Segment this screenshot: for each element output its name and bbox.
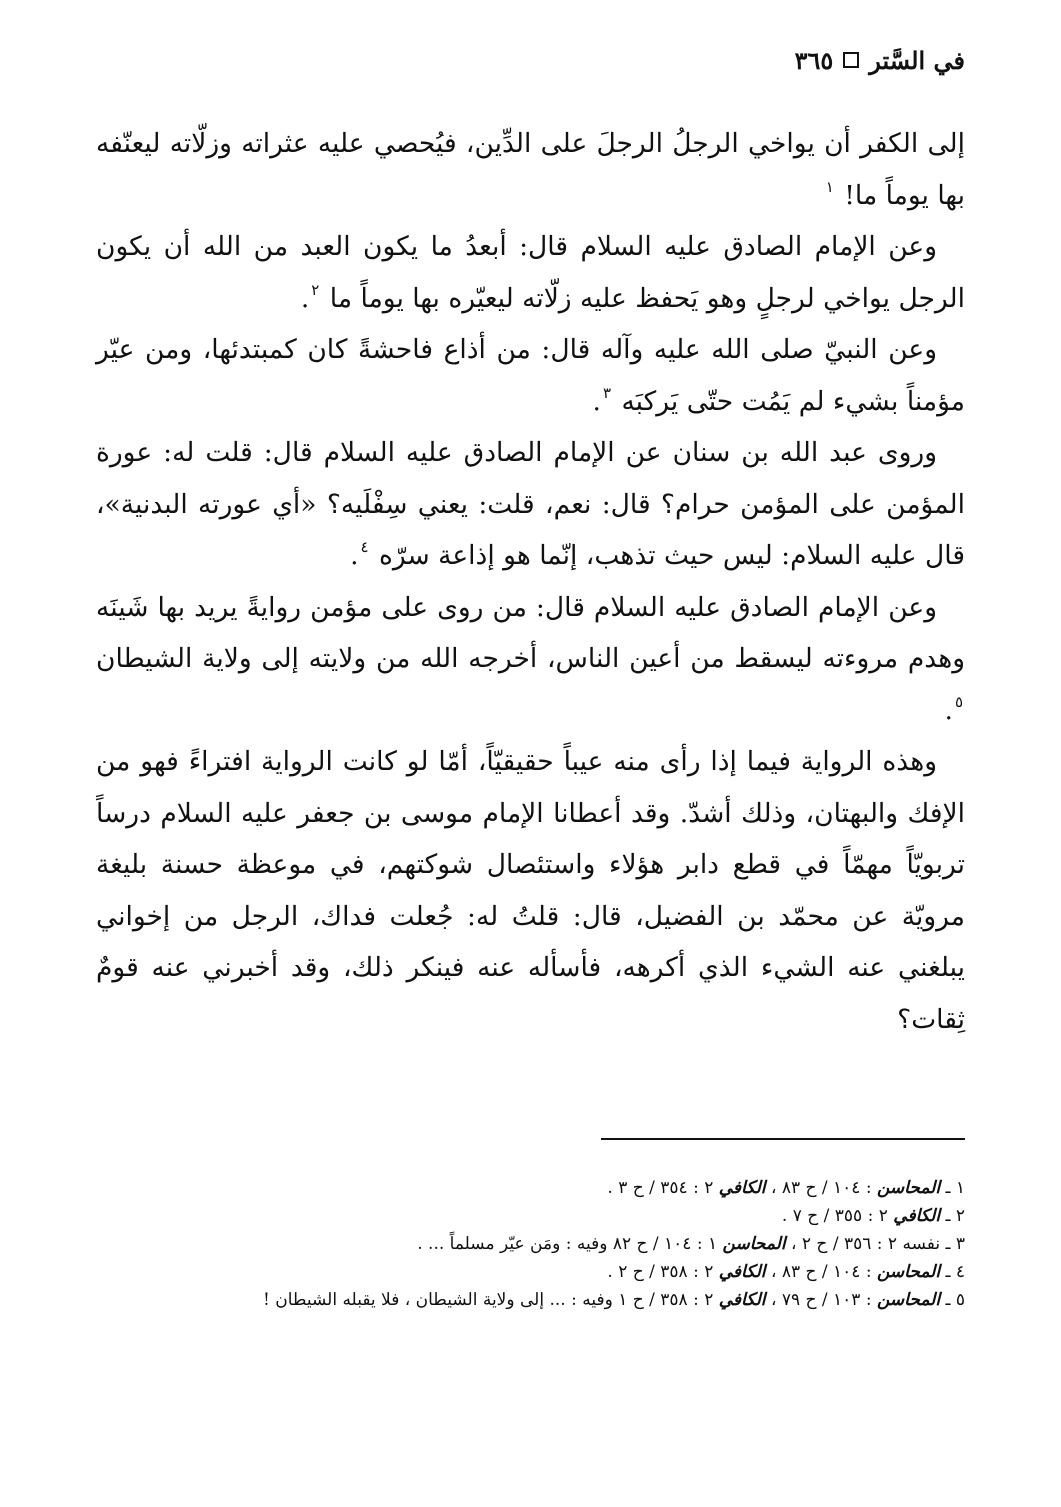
chapter-title: في السَّتر <box>869 45 965 75</box>
footnote-source: المحاسن <box>722 1234 786 1254</box>
footnote-4 <box>96 1258 965 1286</box>
page-number: ٣٦٥ <box>794 45 834 75</box>
paragraph-5-text: وعن الإمام الصادق عليه السلام قال: من روى على مؤمن روايةً يريد بها شَينَه وهدم مروءته ليسقط من أعين الناس، أخرجه الله من ولايته إلى ولاية الشيطان <box>96 591 965 674</box>
paragraph-3-end: . <box>592 385 601 417</box>
footnote-source: الكافي <box>893 1206 941 1226</box>
paragraph-6-text: وهذه الرواية فيما إذا رأى منه عيباً حقيقيّاً، أمّا لو كانت الرواية افتراءً فهو من الإفك والبهتان، وذلك أشدّ. وقد أعطانا الإمام موسى بن جعفر عليه السلام درساً تربويّاً مهمّاً في قطع دابر هؤلاء واستئصال شوكتهم، في موعظة حسنة بليغة مرويّة عن محمّد بن الفضيل، قال: قلتُ له: جُعلت فداك، الرجل من إخواني يبلغني عنه الشيء الذي أكرهه، فأسأله عنه فينكر ذلك، وقد أخبرني عنه قومٌ ثِقات؟ <box>96 746 965 1035</box>
footnote-ref-text: ٢ : ٣٥٥ / ح ٧ . <box>781 1206 894 1226</box>
footnote-source: المحاسن <box>876 1178 941 1198</box>
paragraph-3 <box>96 324 965 427</box>
footnote-source: الكافي <box>718 1290 766 1310</box>
footnote-number: ١ ـ <box>945 1178 965 1198</box>
footnote-2 <box>96 1202 965 1230</box>
footnote-ref-3: ٣ <box>602 383 612 402</box>
paragraph-4-text: وروى عبد الله بن سنان عن الإمام الصادق عليه السلام قال: قلت له: عورة المؤمن على المؤمن حرام؟ قال: نعم، قلت: يعني سِفْلَيه؟ «أي عورته البدنية»، قال عليه السلام: ليس حيث تذهب، إنّما هو إذاعة سرّه <box>96 437 965 571</box>
footnote-source: المحاسن <box>876 1262 941 1282</box>
footnote-ref-5: ٥ <box>954 692 963 711</box>
footnote-ref-text: : ١٠٤ / ح ٨٣ ، <box>765 1178 877 1198</box>
paragraph-3-text: وعن النبيّ صلى الله عليه وآله قال: من أذاع فاحشةً كان كمبتدئها، ومن عيّر مؤمناً بشيء لم يَمُت حتّى يَركبَه <box>96 334 965 417</box>
running-header <box>665 38 965 82</box>
footnote-ref-text: ٢ : ٣٥٨ / ح ٢ . <box>607 1262 719 1282</box>
paragraph-2 <box>96 221 965 324</box>
footnotes <box>96 1174 965 1314</box>
paragraph-4-end: . <box>350 540 359 571</box>
footnote-number: ٢ ـ <box>945 1206 965 1226</box>
footnote-ref-text: : ١٠٤ / ح ٨٣ ، <box>765 1262 877 1282</box>
paragraph-5 <box>96 582 965 737</box>
footnote-3 <box>96 1230 965 1258</box>
footnote-ref-2: ٢ <box>311 280 320 299</box>
footnote-ref-text: ٢ : ٣٥٤ / ح ٣ . <box>607 1178 719 1198</box>
main-text <box>96 118 965 1045</box>
footnote-ref-1: ١ <box>825 177 834 196</box>
paragraph-4 <box>96 427 965 582</box>
footnote-divider <box>601 1138 965 1140</box>
footnote-source: الكافي <box>718 1178 766 1198</box>
paragraph-2-text: وعن الإمام الصادق عليه السلام قال: أبعدُ ما يكون العبد من الله أن يكون الرجل يواخي لرجلٍ وهو يَحفظ عليه زلّاته ليعيّره بها يوماً ما <box>96 231 965 314</box>
paragraph-2-end: . <box>300 282 310 314</box>
footnote-ref-text: ٢ : ٣٥٨ / ح ١ وفيه : ... إلى ولاية الشيطان ، فلا يقبله الشيطان ! <box>263 1290 719 1310</box>
footnote-number: ٤ ـ <box>945 1262 965 1282</box>
footnote-number: ٥ ـ <box>945 1290 965 1310</box>
paragraph-1-text: إلى الكفر أن يواخي الرجلُ الرجلَ على الدِّين، فيُحصي عليه عثراته وزلّاته ليعنّفه بها يوماً ما! <box>96 128 965 211</box>
paragraph-5-end: . <box>944 694 953 726</box>
footnote-ref-text: ١ : ١٠٤ / ح ٨٢ وفيه : ومَن عيّر مسلماً ... . <box>417 1234 723 1254</box>
footnote-ref-text: : ١٠٣ / ح ٧٩ ، <box>765 1290 877 1310</box>
footnote-ref-4: ٤ <box>360 538 369 556</box>
footnote-ref-text: نفسه ٢ : ٣٥٦ / ح ٢ ، <box>785 1234 941 1254</box>
paragraph-1 <box>96 118 965 221</box>
paragraph-6 <box>96 736 965 1045</box>
square-separator-icon <box>843 52 859 68</box>
footnote-source: المحاسن <box>876 1290 941 1310</box>
footnote-source: الكافي <box>718 1262 766 1282</box>
footnote-number: ٣ ـ <box>945 1234 965 1254</box>
footnote-5 <box>96 1286 965 1314</box>
footnote-1 <box>96 1174 965 1202</box>
